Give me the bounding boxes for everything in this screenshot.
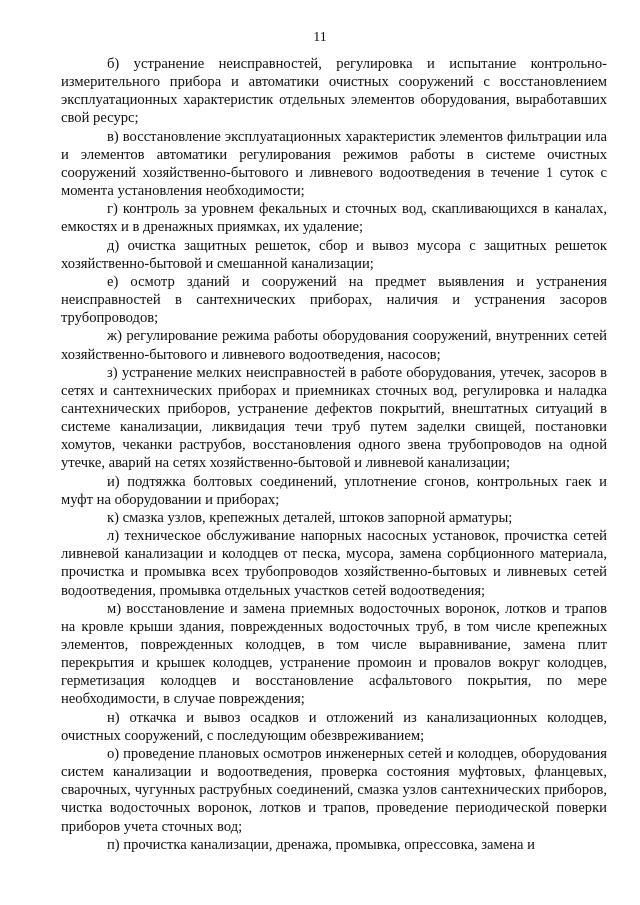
paragraph-l: л) техническое обслуживание напорных насосных установок, прочистка сетей ливневой канализации и колодцев от песка, мусора, замена сорбционного материала, прочистка и промывка всех трубопроводов хозяйственно-бытовых и ливневых сетей водоотведения, промывка отдельных участков сетей водоотведения; (61, 528, 607, 599)
page-number: 11 (313, 30, 327, 45)
paragraph-i: и) подтяжка болтовых соединений, уплотнение сгонов, контрольных гаек и муфт на оборудовании и приборах; (61, 473, 607, 508)
paragraph-zh: ж) регулирование режима работы оборудования сооружений, внутренних сетей хозяйственно-бытового и ливневого водоотведения, насосов; (61, 328, 607, 363)
paragraph-o: о) проведение плановых осмотров инженерных сетей и колодцев, оборудования систем канализации и водоотведения, проверка состояния муфтовых, фланцевых, сварочных, чугунных раструбных соединений, смазка узлов сантехнических приборов, чистка водосточных воронок, лотков и трапов, проведение периодической поверки приборов учета сточных вод; (61, 745, 607, 835)
paragraph-d: д) очистка защитных решеток, сбор и вывоз мусора с защитных решеток хозяйственно-бытовой и смешанной канализации; (61, 237, 607, 272)
paragraph-n: н) откачка и вывоз осадков и отложений из канализационных колодцев, очистных сооружений, с последующим обезвреживанием; (61, 709, 607, 744)
paragraph-e: е) осмотр зданий и сооружений на предмет выявления и устранения неисправностей в сантехнических приборах, наличия и устранения засоров трубопроводов; (61, 273, 607, 327)
paragraph-z: з) устранение мелких неисправностей в работе оборудования, утечек, засоров в сетях и сантехнических приборах и приемниках сточных вод, регулировка и наладка сантехнических приборов, устранение дефектов покрытий, внештатных ситуаций в системе канализации, ликвидация течи труб путем заделки свищей, постановки хомутов, чеканки раструбов, восстановления одного звена трубопроводов на одной утечке, аварий на сетях хозяйственно-бытовой и ливневой канализации; (61, 364, 607, 472)
paragraph-m: м) восстановление и замена приемных водосточных воронок, лотков и трапов на кровле крыши здания, поврежденных водосточных труб, в том числе крепежных элементов, поврежденных колодцев, в том числе выравнивание, замена плит перекрытия и крышек колодцев, устранение промоин и провалов вокруг колодцев, герметизация колодцев и восстановление асфальтового покрытия, по мере необходимости, в случае повреждения; (61, 600, 607, 708)
document-body (61, 55, 607, 854)
paragraph-v: в) восстановление эксплуатационных характеристик элементов фильтрации ила и элементов автоматики регулирования режимов работы в системе очистных сооружений хозяйственно-бытового и ливневого водоотведения в течение 1 суток с момента установления необходимости; (61, 128, 607, 200)
paragraph-g: г) контроль за уровнем фекальных и сточных вод, скапливающихся в каналах, емкостях и в дренажных приямках, их удаление; (61, 201, 607, 236)
paragraph-b: б) устранение неисправностей, регулировка и испытание контрольно-измерительного прибора и автоматики очистных сооружений с восстановлением эксплуатационных характеристик отдельных элементов оборудования, выработавших свой ресурс; (61, 56, 607, 127)
paragraph-p: п) прочистка канализации, дренажа, промывка, опрессовка, замена и (107, 836, 535, 853)
paragraph-k: к) смазка узлов, крепежных деталей, штоков запорной арматуры; (107, 509, 513, 526)
